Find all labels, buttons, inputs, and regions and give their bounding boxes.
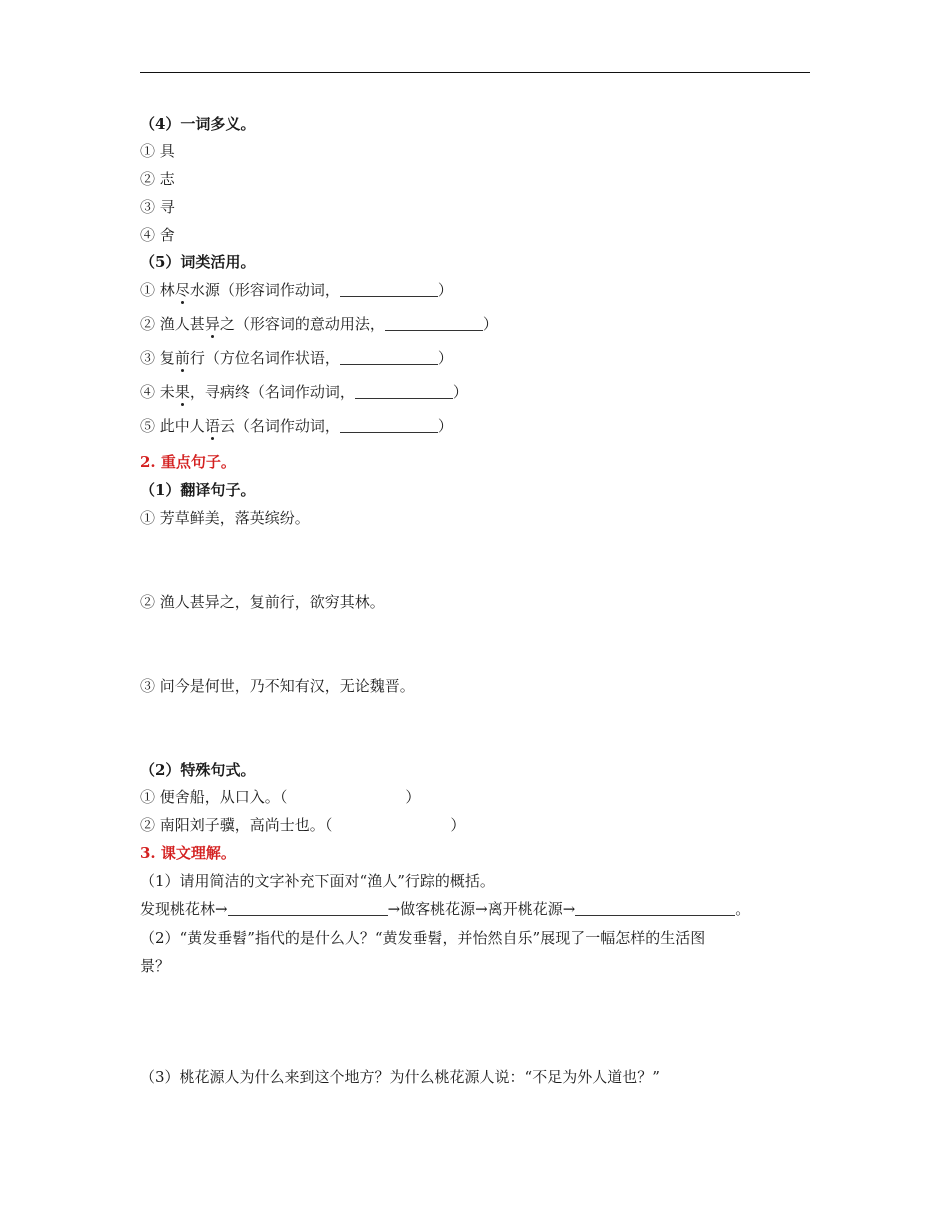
part-title-key-sentences: 2. 重点句子。 [140, 453, 236, 471]
special-syntax-item: ② 南阳刘子骥，高尚士也。（ ） [140, 816, 466, 834]
polysemy-item: ④ 舍 [140, 226, 175, 244]
answer-blank[interactable] [228, 901, 388, 916]
polysemy-item: ① 具 [140, 142, 175, 160]
emphasis-char: 果 [174, 383, 190, 401]
section-heading-word-class: （5）词类活用。 [140, 253, 256, 271]
word-class-item: ④ 未果，寻病终（名词作动词， ） [140, 383, 468, 401]
section-heading-polysemy: （4）一词多义。 [140, 115, 256, 133]
translate-item: ② 渔人甚异之，复前行，欲穷其林。 [140, 593, 385, 611]
word-class-item: ② 渔人甚异之（形容词的意动用法， ） [140, 315, 498, 333]
emphasis-char: 异 [204, 315, 220, 333]
answer-blank[interactable] [385, 316, 483, 331]
emphasis-char: 前 [174, 349, 190, 367]
emphasis-char: 语 [204, 417, 220, 435]
answer-blank[interactable] [355, 384, 453, 399]
translate-item: ③ 问今是何世，乃不知有汉，无论魏晋。 [140, 677, 415, 695]
header-rule [140, 72, 810, 73]
question-1-flow: 发现桃花林→ →做客桃花源→离开桃花源→ 。 [140, 900, 751, 918]
answer-blank[interactable] [340, 282, 438, 297]
word-class-item: ③ 复前行（方位名词作状语， ） [140, 349, 453, 367]
answer-blank[interactable] [575, 901, 735, 916]
translate-item: ① 芳草鲜美，落英缤纷。 [140, 509, 310, 527]
emphasis-char: 尽 [174, 281, 190, 299]
question-2-line-2: 景？ [140, 957, 171, 975]
answer-blank[interactable] [340, 350, 438, 365]
question-3: （3）桃花源人为什么来到这个地方？为什么桃花源人说：“不足为外人道也？” [140, 1068, 660, 1086]
word-class-item: ⑤ 此中人语云（名词作动词， ） [140, 417, 453, 435]
question-1: （1）请用简洁的文字补充下面对“渔人”行踪的概括。 [140, 872, 495, 890]
special-syntax-item: ① 便舍船，从口入。（ ） [140, 788, 421, 806]
part-title-comprehension: 3. 课文理解。 [140, 844, 236, 862]
section-heading-special-syntax: （2）特殊句式。 [140, 761, 256, 779]
polysemy-item: ③ 寻 [140, 198, 175, 216]
answer-blank[interactable] [340, 418, 438, 433]
question-2-line-1: （2）“黄发垂髫”指代的是什么人？“黄发垂髫，并怡然自乐”展现了一幅怎样的生活图 [140, 929, 706, 947]
polysemy-item: ② 志 [140, 170, 175, 188]
word-class-item: ① 林尽水源（形容词作动词， ） [140, 281, 453, 299]
section-heading-translate: （1）翻译句子。 [140, 481, 256, 499]
